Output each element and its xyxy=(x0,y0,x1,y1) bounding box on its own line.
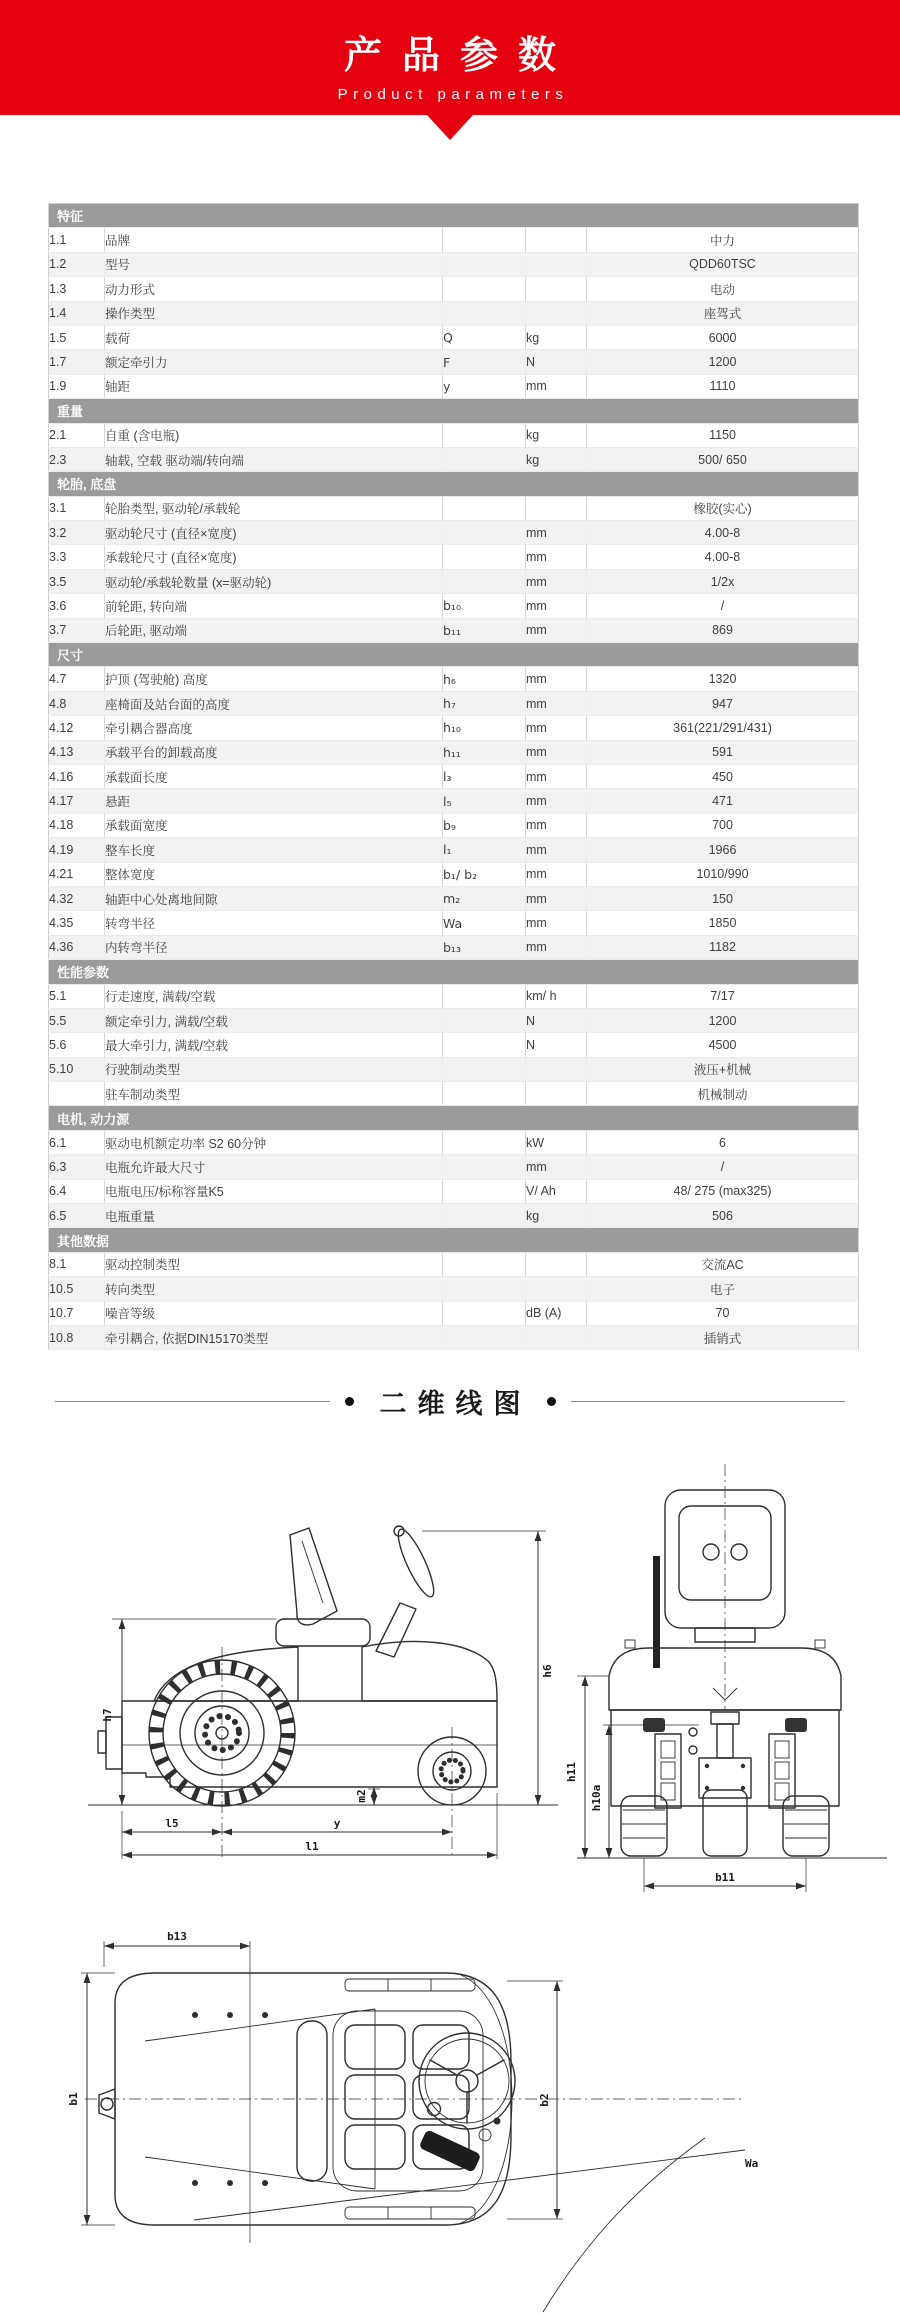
cell-sym: b₁₃ xyxy=(443,935,526,959)
cell-no: 10.7 xyxy=(49,1301,105,1325)
cell-unit: kW xyxy=(526,1130,587,1154)
cell-label: 转向类型 xyxy=(105,1277,443,1301)
table-row xyxy=(49,862,859,886)
cell-unit: mm xyxy=(526,569,587,593)
cell-label: 自重 (含电瓶) xyxy=(105,423,443,447)
cell-val: 电子 xyxy=(587,1277,859,1301)
cell-label: 驱动轮/承载轮数量 (x=驱动轮) xyxy=(105,569,443,593)
section-header-row xyxy=(49,643,859,667)
section-header-row xyxy=(49,399,859,423)
dim-label-h11: h11 xyxy=(565,1762,578,1782)
dim-label-l5: l5 xyxy=(165,1817,179,1830)
cell-unit: mm xyxy=(526,691,587,715)
cell-label: 最大牵引力, 满载/空载 xyxy=(105,1033,443,1057)
dim-label-wa: Wa xyxy=(745,2157,759,2170)
cell-sym xyxy=(443,1301,526,1325)
cell-val: 1/2x xyxy=(587,569,859,593)
cell-val: / xyxy=(587,1155,859,1179)
cell-val: 1182 xyxy=(587,935,859,959)
dim-label-b2: b2 xyxy=(538,2093,551,2107)
cell-unit xyxy=(526,1277,587,1301)
cell-sym xyxy=(443,1204,526,1228)
page-title: 产品参数 xyxy=(343,35,576,77)
table-row xyxy=(49,789,859,813)
rear-view-vehicle xyxy=(577,1464,887,1858)
cell-unit: km/ h xyxy=(526,984,587,1008)
cell-unit: N xyxy=(526,1033,587,1057)
cell-unit xyxy=(526,252,587,276)
table-row xyxy=(49,521,859,545)
cell-val: 中力 xyxy=(587,228,859,252)
cell-sym: h₁₀ xyxy=(443,716,526,740)
table-row xyxy=(49,716,859,740)
cell-no: 5.5 xyxy=(49,1008,105,1032)
section-header: 特征 xyxy=(49,204,859,228)
cell-val: / xyxy=(587,594,859,618)
cell-val: 471 xyxy=(587,789,859,813)
cell-label: 动力形式 xyxy=(105,277,443,301)
cell-unit xyxy=(526,496,587,520)
cell-no: 3.2 xyxy=(49,521,105,545)
cell-label: 驱动电机额定功率 S2 60分钟 xyxy=(105,1130,443,1154)
table-row xyxy=(49,691,859,715)
cell-no: 1.5 xyxy=(49,325,105,349)
cell-val: 液压+机械 xyxy=(587,1057,859,1081)
side-view-vehicle xyxy=(88,1526,558,1806)
cell-sym xyxy=(443,1179,526,1203)
cell-sym xyxy=(443,569,526,593)
cell-val: 7/17 xyxy=(587,984,859,1008)
cell-sym: h₁₁ xyxy=(443,740,526,764)
cell-sym: h₆ xyxy=(443,667,526,691)
cell-val: 1966 xyxy=(587,838,859,862)
table-row xyxy=(49,911,859,935)
cell-no: 4.18 xyxy=(49,813,105,837)
cell-label: 悬距 xyxy=(105,789,443,813)
cell-unit xyxy=(526,1325,587,1349)
cell-val: 6000 xyxy=(587,325,859,349)
cell-unit xyxy=(526,277,587,301)
dim-label-m2: m2 xyxy=(355,1789,368,1803)
rear-view-dimensions xyxy=(565,1676,806,1892)
cell-sym xyxy=(443,228,526,252)
table-row xyxy=(49,618,859,642)
table-row xyxy=(49,813,859,837)
cell-val: 1850 xyxy=(587,911,859,935)
cell-val: 1200 xyxy=(587,350,859,374)
cell-label: 承载轮尺寸 (直径×宽度) xyxy=(105,545,443,569)
cell-val: 869 xyxy=(587,618,859,642)
cell-val: 70 xyxy=(587,1301,859,1325)
cell-sym: b₁₁ xyxy=(443,618,526,642)
table-row xyxy=(49,569,859,593)
cell-no: 6.4 xyxy=(49,1179,105,1203)
table-row xyxy=(49,1277,859,1301)
table-row xyxy=(49,1057,859,1081)
table-row xyxy=(49,1130,859,1154)
cell-label: 前轮距, 转向端 xyxy=(105,594,443,618)
table-row xyxy=(49,1325,859,1349)
cell-val: 506 xyxy=(587,1204,859,1228)
cell-unit: N xyxy=(526,350,587,374)
cell-sym: y xyxy=(443,374,526,398)
cell-no: 6.5 xyxy=(49,1204,105,1228)
table-row xyxy=(49,984,859,1008)
cell-sym: h₇ xyxy=(443,691,526,715)
cell-no: 4.8 xyxy=(49,691,105,715)
dim-label-h10a: h10a xyxy=(590,1784,603,1812)
cell-sym xyxy=(443,1057,526,1081)
rear-view-drawing xyxy=(565,1460,900,1900)
cell-label: 后轮距, 驱动端 xyxy=(105,618,443,642)
cell-val: QDD60TSC xyxy=(587,252,859,276)
side-view-dimensions xyxy=(101,1531,554,1859)
table-row xyxy=(49,545,859,569)
cell-label: 行驶制动类型 xyxy=(105,1057,443,1081)
cell-no: 3.1 xyxy=(49,496,105,520)
cell-label: 品牌 xyxy=(105,228,443,252)
cell-no: 1.9 xyxy=(49,374,105,398)
cell-no: 1.1 xyxy=(49,228,105,252)
cell-sym: l₁ xyxy=(443,838,526,862)
cell-unit: dB (A) xyxy=(526,1301,587,1325)
table-row xyxy=(49,1204,859,1228)
cell-val: 947 xyxy=(587,691,859,715)
section-divider xyxy=(55,1382,845,1421)
cell-no: 4.32 xyxy=(49,886,105,910)
cell-val: 450 xyxy=(587,764,859,788)
cell-sym xyxy=(443,521,526,545)
cell-label: 牵引耦合器高度 xyxy=(105,716,443,740)
cell-unit: mm xyxy=(526,1155,587,1179)
section-header-row xyxy=(49,960,859,984)
cell-val: 361(221/291/431) xyxy=(587,716,859,740)
cell-unit: mm xyxy=(526,886,587,910)
cell-unit: kg xyxy=(526,1204,587,1228)
cell-sym xyxy=(443,447,526,471)
cell-label: 轮胎类型, 驱动轮/承载轮 xyxy=(105,496,443,520)
cell-unit: kg xyxy=(526,423,587,447)
cell-no xyxy=(49,1082,105,1106)
cell-sym: b₁/ b₂ xyxy=(443,862,526,886)
cell-no: 1.4 xyxy=(49,301,105,325)
cell-val: 48/ 275 (max325) xyxy=(587,1179,859,1203)
table-row xyxy=(49,1155,859,1179)
cell-val: 座驾式 xyxy=(587,301,859,325)
spec-table xyxy=(48,203,859,1350)
cell-no: 4.21 xyxy=(49,862,105,886)
cell-unit: mm xyxy=(526,545,587,569)
cell-sym xyxy=(443,1082,526,1106)
section-header-row xyxy=(49,204,859,228)
table-row xyxy=(49,764,859,788)
cell-sym xyxy=(443,1325,526,1349)
table-row xyxy=(49,447,859,471)
cell-sym: m₂ xyxy=(443,886,526,910)
cell-unit xyxy=(526,1082,587,1106)
cell-unit: mm xyxy=(526,911,587,935)
cell-sym xyxy=(443,301,526,325)
cell-sym xyxy=(443,277,526,301)
dim-label-h6: h6 xyxy=(541,1664,554,1678)
cell-unit: kg xyxy=(526,447,587,471)
cell-unit: mm xyxy=(526,716,587,740)
table-row xyxy=(49,1082,859,1106)
cell-label: 座椅面及站台面的高度 xyxy=(105,691,443,715)
cell-no: 5.6 xyxy=(49,1033,105,1057)
cell-label: 牵引耦合, 依据DIN15170类型 xyxy=(105,1325,443,1349)
section-header: 电机, 动力源 xyxy=(49,1106,859,1130)
table-row xyxy=(49,838,859,862)
table-row xyxy=(49,1252,859,1276)
cell-sym xyxy=(443,1277,526,1301)
cell-unit xyxy=(526,1252,587,1276)
top-view-drawing xyxy=(45,1923,785,2314)
cell-label: 驻车制动类型 xyxy=(105,1082,443,1106)
cell-unit: mm xyxy=(526,618,587,642)
cell-val: 4500 xyxy=(587,1033,859,1057)
cell-sym: F xyxy=(443,350,526,374)
banner-arrow-icon xyxy=(427,115,473,140)
cell-val: 交流AC xyxy=(587,1252,859,1276)
cell-unit: mm xyxy=(526,935,587,959)
cell-sym xyxy=(443,1130,526,1154)
cell-label: 电瓶允许最大尺寸 xyxy=(105,1155,443,1179)
cell-val: 700 xyxy=(587,813,859,837)
cell-val: 1200 xyxy=(587,1008,859,1032)
cell-label: 整体宽度 xyxy=(105,862,443,886)
cell-no: 6.3 xyxy=(49,1155,105,1179)
table-row xyxy=(49,740,859,764)
cell-sym xyxy=(443,1008,526,1032)
cell-val: 591 xyxy=(587,740,859,764)
cell-no: 4.13 xyxy=(49,740,105,764)
cell-sym xyxy=(443,1155,526,1179)
dim-label-h7: h7 xyxy=(101,1708,114,1722)
cell-sym: l₅ xyxy=(443,789,526,813)
table-row xyxy=(49,1301,859,1325)
cell-label: 载荷 xyxy=(105,325,443,349)
cell-no: 10.8 xyxy=(49,1325,105,1349)
section-header: 尺寸 xyxy=(49,643,859,667)
cell-no: 4.17 xyxy=(49,789,105,813)
table-row xyxy=(49,1033,859,1057)
cell-no: 3.5 xyxy=(49,569,105,593)
cell-sym xyxy=(443,545,526,569)
cell-sym: b₉ xyxy=(443,813,526,837)
cell-val: 1010/990 xyxy=(587,862,859,886)
divider-line-left xyxy=(55,1401,330,1402)
cell-sym xyxy=(443,984,526,1008)
cell-no: 5.10 xyxy=(49,1057,105,1081)
cell-no: 6.1 xyxy=(49,1130,105,1154)
table-row xyxy=(49,350,859,374)
side-view-drawing xyxy=(50,1455,570,1867)
cell-sym: b₁₀ xyxy=(443,594,526,618)
cell-label: 护顶 (驾驶舱) 高度 xyxy=(105,667,443,691)
cell-no: 1.7 xyxy=(49,350,105,374)
section-header: 其他数据 xyxy=(49,1228,859,1252)
cell-label: 承载平台的卸载高度 xyxy=(105,740,443,764)
divider-line-right xyxy=(571,1401,846,1402)
cell-label: 内转弯半径 xyxy=(105,935,443,959)
table-row xyxy=(49,374,859,398)
table-row xyxy=(49,423,859,447)
table-row xyxy=(49,325,859,349)
cell-no: 10.5 xyxy=(49,1277,105,1301)
cell-no: 4.35 xyxy=(49,911,105,935)
cell-no: 5.1 xyxy=(49,984,105,1008)
cell-unit: mm xyxy=(526,667,587,691)
cell-label: 转弯半径 xyxy=(105,911,443,935)
cell-unit: mm xyxy=(526,374,587,398)
cell-label: 额定牵引力, 满载/空载 xyxy=(105,1008,443,1032)
cell-no: 1.2 xyxy=(49,252,105,276)
cell-sym xyxy=(443,1252,526,1276)
cell-unit: N xyxy=(526,1008,587,1032)
cell-label: 轴载, 空载 驱动端/转向端 xyxy=(105,447,443,471)
cell-label: 承载面宽度 xyxy=(105,813,443,837)
section-title: 二维线图 xyxy=(379,1389,532,1419)
cell-sym xyxy=(443,1033,526,1057)
cell-sym xyxy=(443,423,526,447)
dim-label-b11: b11 xyxy=(715,1871,735,1884)
cell-val: 1110 xyxy=(587,374,859,398)
table-row xyxy=(49,301,859,325)
table-row xyxy=(49,1179,859,1203)
cell-val: 4.00-8 xyxy=(587,545,859,569)
cell-unit xyxy=(526,228,587,252)
cell-no: 8.1 xyxy=(49,1252,105,1276)
cell-no: 1.3 xyxy=(49,277,105,301)
cell-no: 4.19 xyxy=(49,838,105,862)
cell-no: 4.7 xyxy=(49,667,105,691)
page-subtitle: Product parameters xyxy=(337,86,569,103)
top-view-vehicle xyxy=(85,1973,745,2225)
cell-val: 500/ 650 xyxy=(587,447,859,471)
cell-no: 4.36 xyxy=(49,935,105,959)
cell-label: 整车长度 xyxy=(105,838,443,862)
cell-label: 噪音等级 xyxy=(105,1301,443,1325)
table-row xyxy=(49,252,859,276)
cell-sym: Q xyxy=(443,325,526,349)
top-view-dimensions xyxy=(67,1930,758,2312)
cell-label: 轴距 xyxy=(105,374,443,398)
cell-label: 电瓶重量 xyxy=(105,1204,443,1228)
cell-unit: mm xyxy=(526,740,587,764)
cell-unit: V/ Ah xyxy=(526,1179,587,1203)
section-header: 轮胎, 底盘 xyxy=(49,472,859,496)
cell-label: 行走速度, 满载/空载 xyxy=(105,984,443,1008)
cell-sym xyxy=(443,252,526,276)
cell-val: 1320 xyxy=(587,667,859,691)
cell-label: 额定牵引力 xyxy=(105,350,443,374)
table-row xyxy=(49,935,859,959)
cell-no: 3.7 xyxy=(49,618,105,642)
table-row xyxy=(49,886,859,910)
cell-no: 3.3 xyxy=(49,545,105,569)
dim-label-l1: l1 xyxy=(305,1840,319,1853)
cell-no: 4.12 xyxy=(49,716,105,740)
cell-label: 驱动控制类型 xyxy=(105,1252,443,1276)
divider-dot-left-icon xyxy=(345,1397,354,1406)
table-row xyxy=(49,228,859,252)
table-row xyxy=(49,667,859,691)
section-header: 性能参数 xyxy=(49,960,859,984)
spec-table-body xyxy=(49,204,859,1350)
cell-label: 型号 xyxy=(105,252,443,276)
table-row xyxy=(49,594,859,618)
cell-sym: Wa xyxy=(443,911,526,935)
divider-dot-right-icon xyxy=(547,1397,556,1406)
section-header: 重量 xyxy=(49,399,859,423)
cell-val: 1150 xyxy=(587,423,859,447)
section-header-row xyxy=(49,1106,859,1130)
cell-val: 电动 xyxy=(587,277,859,301)
cell-unit xyxy=(526,1057,587,1081)
cell-val: 150 xyxy=(587,886,859,910)
dim-label-b13: b13 xyxy=(167,1930,187,1943)
cell-label: 操作类型 xyxy=(105,301,443,325)
cell-label: 承载面长度 xyxy=(105,764,443,788)
cell-label: 轴距中心处离地间隙 xyxy=(105,886,443,910)
cell-unit xyxy=(526,301,587,325)
cell-unit: mm xyxy=(526,764,587,788)
cell-val: 6 xyxy=(587,1130,859,1154)
cell-unit: mm xyxy=(526,862,587,886)
cell-val: 4.00-8 xyxy=(587,521,859,545)
cell-val: 机械制动 xyxy=(587,1082,859,1106)
cell-unit: kg xyxy=(526,325,587,349)
cell-sym: l₃ xyxy=(443,764,526,788)
cell-no: 3.6 xyxy=(49,594,105,618)
dim-label-b1: b1 xyxy=(67,2092,80,2106)
banner xyxy=(0,0,900,115)
cell-val: 插销式 xyxy=(587,1325,859,1349)
table-row xyxy=(49,1008,859,1032)
cell-no: 4.16 xyxy=(49,764,105,788)
section-header-row xyxy=(49,472,859,496)
cell-val: 橡胶(实心) xyxy=(587,496,859,520)
section-header-row xyxy=(49,1228,859,1252)
cell-label: 电瓶电压/标称容量K5 xyxy=(105,1179,443,1203)
cell-no: 2.3 xyxy=(49,447,105,471)
cell-label: 驱动轮尺寸 (直径×宽度) xyxy=(105,521,443,545)
table-row xyxy=(49,277,859,301)
cell-unit: mm xyxy=(526,789,587,813)
cell-no: 2.1 xyxy=(49,423,105,447)
cell-unit: mm xyxy=(526,521,587,545)
cell-unit: mm xyxy=(526,838,587,862)
cell-unit: mm xyxy=(526,813,587,837)
dim-label-y: y xyxy=(333,1817,341,1830)
cell-sym xyxy=(443,496,526,520)
cell-unit: mm xyxy=(526,594,587,618)
table-row xyxy=(49,496,859,520)
